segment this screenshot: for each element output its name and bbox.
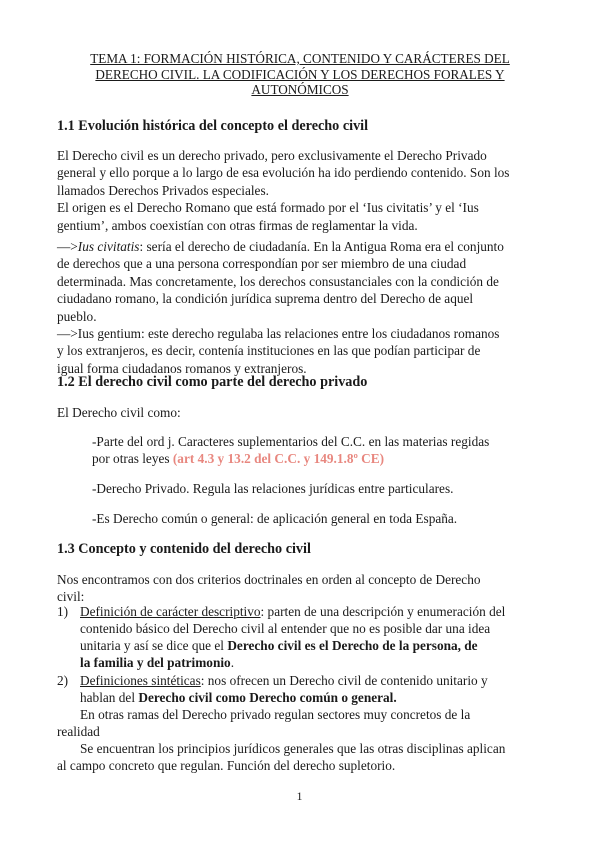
term-synthetic-definition: Definiciones sintéticas: [80, 673, 201, 688]
list-item-1-line-2: [92, 450, 384, 467]
paragraph-4-line-1: Se encuentran los principios jurídicos generales que las otras disciplinas aplican: [80, 741, 506, 756]
numbered-item-1-line-2: contenido básico del Derecho civil al entender que no es posible dar una idea: [80, 621, 491, 636]
text-line: [57, 238, 543, 255]
page-number: 1: [296, 789, 303, 803]
arrow-prefix: —>: [57, 239, 78, 254]
list-item-3: -Es Derecho común o general: de aplicación general en toda España.: [92, 511, 458, 526]
title-line-3: AUTONÓMICOS: [251, 82, 349, 97]
list-item-1-line-1: -Parte del ord j. Caracteres suplementarios del C.C. en las materias regidas: [92, 434, 490, 449]
section-1-1-paragraph-2: [57, 238, 543, 377]
text-line: Nos encontramos con dos criterios doctrinales en orden al concepto de Derecho: [57, 572, 481, 587]
title-line-1: TEMA 1: FORMACIÓN HISTÓRICA, CONTENIDO Y CARÁCTERES DEL: [90, 51, 510, 66]
text-line: civil:: [57, 589, 85, 605]
bold-definition: la familia y del patrimonio: [80, 655, 231, 670]
numbered-item-1-line-3: [80, 637, 478, 654]
text-line: : parten de una descripción y enumeración del: [260, 604, 506, 619]
list-item-2: -Derecho Privado. Regula las relaciones jurídicas entre particulares.: [92, 481, 454, 496]
section-1-1-paragraph-1: [57, 147, 543, 234]
text-line: por otras leyes: [92, 451, 173, 466]
title-line-2: DERECHO CIVIL. LA CODIFICACIÓN Y LOS DERECHOS FORALES Y: [95, 66, 505, 82]
text-line: ciudadano romano, la condición jurídica suprema dentro del Derecho de aquel: [57, 291, 474, 307]
section-heading-1-3: 1.3 Concepto y contenido del derecho civil: [57, 541, 311, 557]
text-line: gentium’, ambos coexistían con otras firmas de reglamentar la vida.: [57, 217, 418, 233]
text-line: general y ello porque a lo largo de esa evolución ha ido perdiendo contenido. Son los: [57, 165, 510, 181]
paragraph-3-line-1: En otras ramas del Derecho privado regulan sectores muy concretos de la: [80, 707, 471, 722]
text-line: —>Ius gentium: este derecho regulaba las relaciones entre los ciudadanos romanos: [57, 326, 500, 342]
section-heading-1-1: 1.1 Evolución histórica del concepto el derecho civil: [57, 118, 369, 134]
text-line: .: [230, 655, 235, 670]
definition-text: : sería el derecho de ciudadanía. En la Antigua Roma era el conjunto: [139, 239, 504, 254]
text-line: El origen es el Derecho Romano que está formado por el ‘Ius civitatis’ y el ‘Ius: [57, 200, 479, 216]
numbered-item-1-line-1: [80, 603, 505, 620]
section-heading-1-2: 1.2 El derecho civil como parte del derecho privado: [57, 374, 368, 390]
term-ius-civitatis: Ius civitatis: [77, 239, 140, 254]
paragraph-4-line-2: al campo concreto que regulan. Función del derecho supletorio.: [57, 758, 396, 773]
text-line: de derechos que a una persona correspondían por ser miembro de una ciudad: [57, 256, 467, 272]
section-1-2-intro: [57, 404, 543, 421]
numbered-item-2-marker: 2): [57, 673, 69, 688]
numbered-item-2-line-1: [80, 672, 488, 689]
document-title: [70, 51, 530, 98]
text-line: , de: [457, 638, 478, 653]
numbered-item-2-line-2: [80, 689, 397, 706]
section-1-3-intro: [57, 571, 543, 606]
text-line: El Derecho civil como:: [57, 405, 181, 420]
text-line: y los extranjeros, es decir, contenía instituciones en las que podían participar de: [57, 343, 481, 359]
text-line: igual forma ciudadanos romanos y extranjeros.: [57, 360, 307, 376]
bold-definition: Derecho civil es el Derecho de la persona: [227, 638, 458, 653]
text-line: hablan del: [80, 690, 139, 705]
text-line: determinada. Mas concretamente, los derechos consustanciales con la condición de: [57, 273, 499, 289]
text-line: unitaria y así se dice que el: [80, 638, 228, 653]
text-line: El Derecho civil es un derecho privado, pero exclusivamente el Derecho Privado: [57, 148, 487, 163]
term-descriptive-definition: Definición de carácter descriptivo: [80, 604, 261, 619]
numbered-item-1-marker: 1): [57, 604, 69, 619]
numbered-item-1-line-4: [80, 654, 234, 671]
text-line: : nos ofrecen un Derecho civil de contenido unitario y: [200, 673, 488, 688]
legal-reference: (art 4.3 y 13.2 del C.C. y 149.1.8º CE): [172, 451, 385, 466]
bold-definition: Derecho civil como Derecho común o general.: [138, 690, 397, 705]
text-line: pueblo.: [57, 308, 97, 324]
text-line: llamados Derechos Privados especiales.: [57, 182, 269, 198]
paragraph-3-line-2: realidad: [57, 724, 100, 739]
